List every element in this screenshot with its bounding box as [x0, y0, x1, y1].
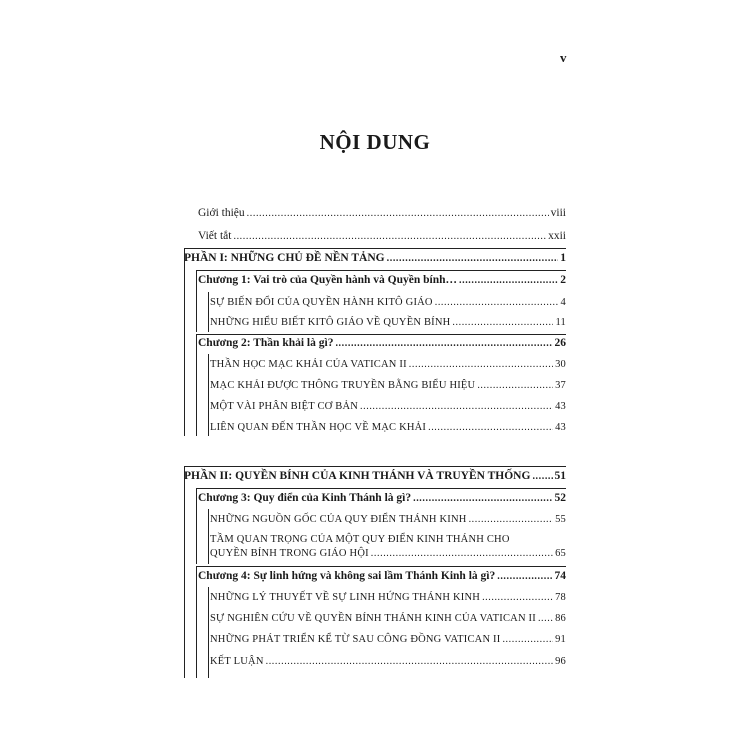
ch4-sec-rule	[208, 587, 209, 678]
toc-chapter-label: Chương 3: Quy điển của Kinh Thánh là gì?	[198, 492, 412, 504]
ch2-sec-rule	[208, 354, 209, 436]
toc-chapter-label: Chương 4: Sự linh hứng và không sai lầm Thánh Kinh là gì?	[198, 570, 496, 582]
toc-section-page: 65	[555, 548, 566, 559]
ch2-left-rule	[196, 334, 197, 436]
toc-leader-dots	[409, 359, 553, 370]
toc-leader-dots	[482, 592, 553, 603]
toc-chapter-2	[198, 337, 566, 349]
toc-chapter-4	[198, 570, 566, 582]
toc-section	[210, 380, 566, 391]
toc-leader-dots	[428, 422, 553, 433]
toc-part-label: PHẦN II: QUYỀN BÍNH CỦA KINH THÁNH VÀ TRUYỀN THỐNG	[184, 470, 531, 482]
toc-section-page: 86	[555, 613, 566, 624]
toc-section-label: QUYỀN BÍNH TRONG GIÁO HỘI	[210, 548, 369, 559]
part1-top-rule	[184, 248, 566, 249]
toc-leader-dots	[452, 317, 553, 328]
toc-section	[210, 592, 566, 603]
toc-section-label: NHỮNG LÝ THUYẾT VỀ SỰ LINH HỨNG THÁNH KINH	[210, 592, 481, 603]
toc-leader-dots	[469, 514, 554, 525]
part2-left-rule	[184, 466, 185, 678]
toc-section-page: 11	[555, 317, 566, 328]
toc-chapter-page: 26	[554, 337, 566, 349]
toc-section-page: 30	[555, 359, 566, 370]
toc-section-page: 43	[555, 422, 566, 433]
toc-section	[210, 613, 566, 624]
part1-left-rule	[184, 248, 185, 436]
toc-chapter-page: 52	[554, 492, 566, 504]
ch1-top-rule	[196, 270, 566, 271]
toc-leader-dots	[371, 548, 553, 559]
toc-entry-intro	[198, 207, 566, 219]
ch3-sec-rule	[208, 509, 209, 564]
toc-chapter-label: Chương 2: Thần khải là gì?	[198, 337, 334, 349]
toc-part-1	[184, 252, 566, 264]
toc-section	[210, 401, 566, 412]
ch3-left-rule	[196, 488, 197, 564]
toc-section	[210, 422, 566, 433]
toc-entry-page: xxii	[548, 230, 566, 242]
toc-leader-dots	[435, 297, 559, 308]
toc-section	[210, 359, 566, 370]
toc-section-page: 78	[555, 592, 566, 603]
toc-entry-label: Viết tắt	[198, 230, 232, 242]
toc-section	[210, 656, 566, 667]
toc-entry-page: viii	[550, 207, 566, 219]
toc-section	[210, 548, 566, 559]
toc-leader-dots	[459, 275, 558, 286]
toc-section	[210, 634, 566, 645]
toc-section-line-1: TẦM QUAN TRỌNG CỦA MỘT QUY ĐIỂN KINH THÁNH CHO	[210, 534, 510, 545]
toc-section-label: MẠC KHẢI ĐƯỢC THÔNG TRUYỀN BẰNG BIỂU HIỆU	[210, 380, 476, 391]
toc-section	[210, 317, 566, 328]
toc-section-page: 37	[555, 380, 566, 391]
toc-section-label: NHỮNG NGUỒN GỐC CỦA QUY ĐIỂN THÁNH KINH	[210, 514, 467, 525]
toc-leader-dots	[502, 634, 553, 645]
toc-leader-dots	[233, 231, 546, 242]
page-number: v	[560, 50, 567, 65]
toc-leader-dots	[387, 253, 559, 264]
page-title: NỘI DUNG	[319, 130, 431, 154]
toc-section-label: SỰ BIẾN ĐỔI CỦA QUYỀN HÀNH KITÔ GIÁO	[210, 297, 433, 308]
toc-entry-label: Giới thiệu	[198, 207, 245, 219]
toc-section-label: KẾT LUẬN	[210, 656, 264, 667]
ch4-left-rule	[196, 566, 197, 678]
toc-section	[210, 514, 566, 525]
toc-chapter-page: 74	[554, 570, 566, 582]
toc-section-label: SỰ NGHIÊN CỨU VỀ QUYỀN BÍNH THÁNH KINH CỦA VATICAN II	[210, 613, 536, 624]
ch1-left-rule	[196, 270, 197, 332]
toc-part-page: 1	[560, 252, 566, 264]
toc-section-label: LIÊN QUAN ĐẾN THẦN HỌC VỀ MẠC KHẢI	[210, 422, 427, 433]
toc-leader-dots	[532, 471, 552, 482]
toc-section-label: NHỮNG PHÁT TRIỂN KỂ TỪ SAU CÔNG ĐỒNG VATICAN II	[210, 634, 501, 645]
toc-leader-dots	[538, 613, 553, 624]
toc-section-page: 4	[560, 297, 566, 308]
toc-leader-dots	[360, 401, 553, 412]
toc-section-label: THẦN HỌC MẠC KHẢI CỦA VATICAN II	[210, 359, 407, 370]
ch2-top-rule	[196, 334, 566, 335]
toc-part-label: PHẦN I: NHỮNG CHỦ ĐỀ NỀN TẢNG	[184, 252, 385, 264]
toc-leader-dots	[477, 380, 553, 391]
toc-section-page: 43	[555, 401, 566, 412]
toc-chapter-label: Chương 1: Vai trò của Quyền hành và Quyền bính…	[198, 274, 457, 286]
toc-section-page: 96	[555, 656, 566, 667]
toc-leader-dots	[497, 571, 552, 582]
part2-top-rule	[184, 466, 566, 467]
toc-entry-abbrev	[198, 230, 566, 242]
toc-chapter-1	[198, 274, 566, 286]
toc-leader-dots	[335, 338, 552, 349]
toc-part-page: 51	[554, 470, 566, 482]
toc-section-page: 91	[555, 634, 566, 645]
ch4-top-rule	[196, 566, 566, 567]
ch3-top-rule	[196, 488, 566, 489]
toc-chapter-page: 2	[560, 274, 566, 286]
toc-section	[210, 297, 566, 308]
toc-leader-dots	[413, 493, 552, 504]
toc-section-page: 55	[555, 514, 566, 525]
ch1-sec-rule	[208, 292, 209, 332]
toc-leader-dots	[247, 208, 549, 219]
toc-section-label: MỘT VÀI PHÂN BIỆT CƠ BẢN	[210, 401, 359, 412]
toc-chapter-3	[198, 492, 566, 504]
toc-part-2	[184, 470, 566, 482]
toc-section-label: NHỮNG HIỂU BIẾT KITÔ GIÁO VỀ QUYỀN BÍNH	[210, 317, 451, 328]
toc-leader-dots	[266, 656, 553, 667]
